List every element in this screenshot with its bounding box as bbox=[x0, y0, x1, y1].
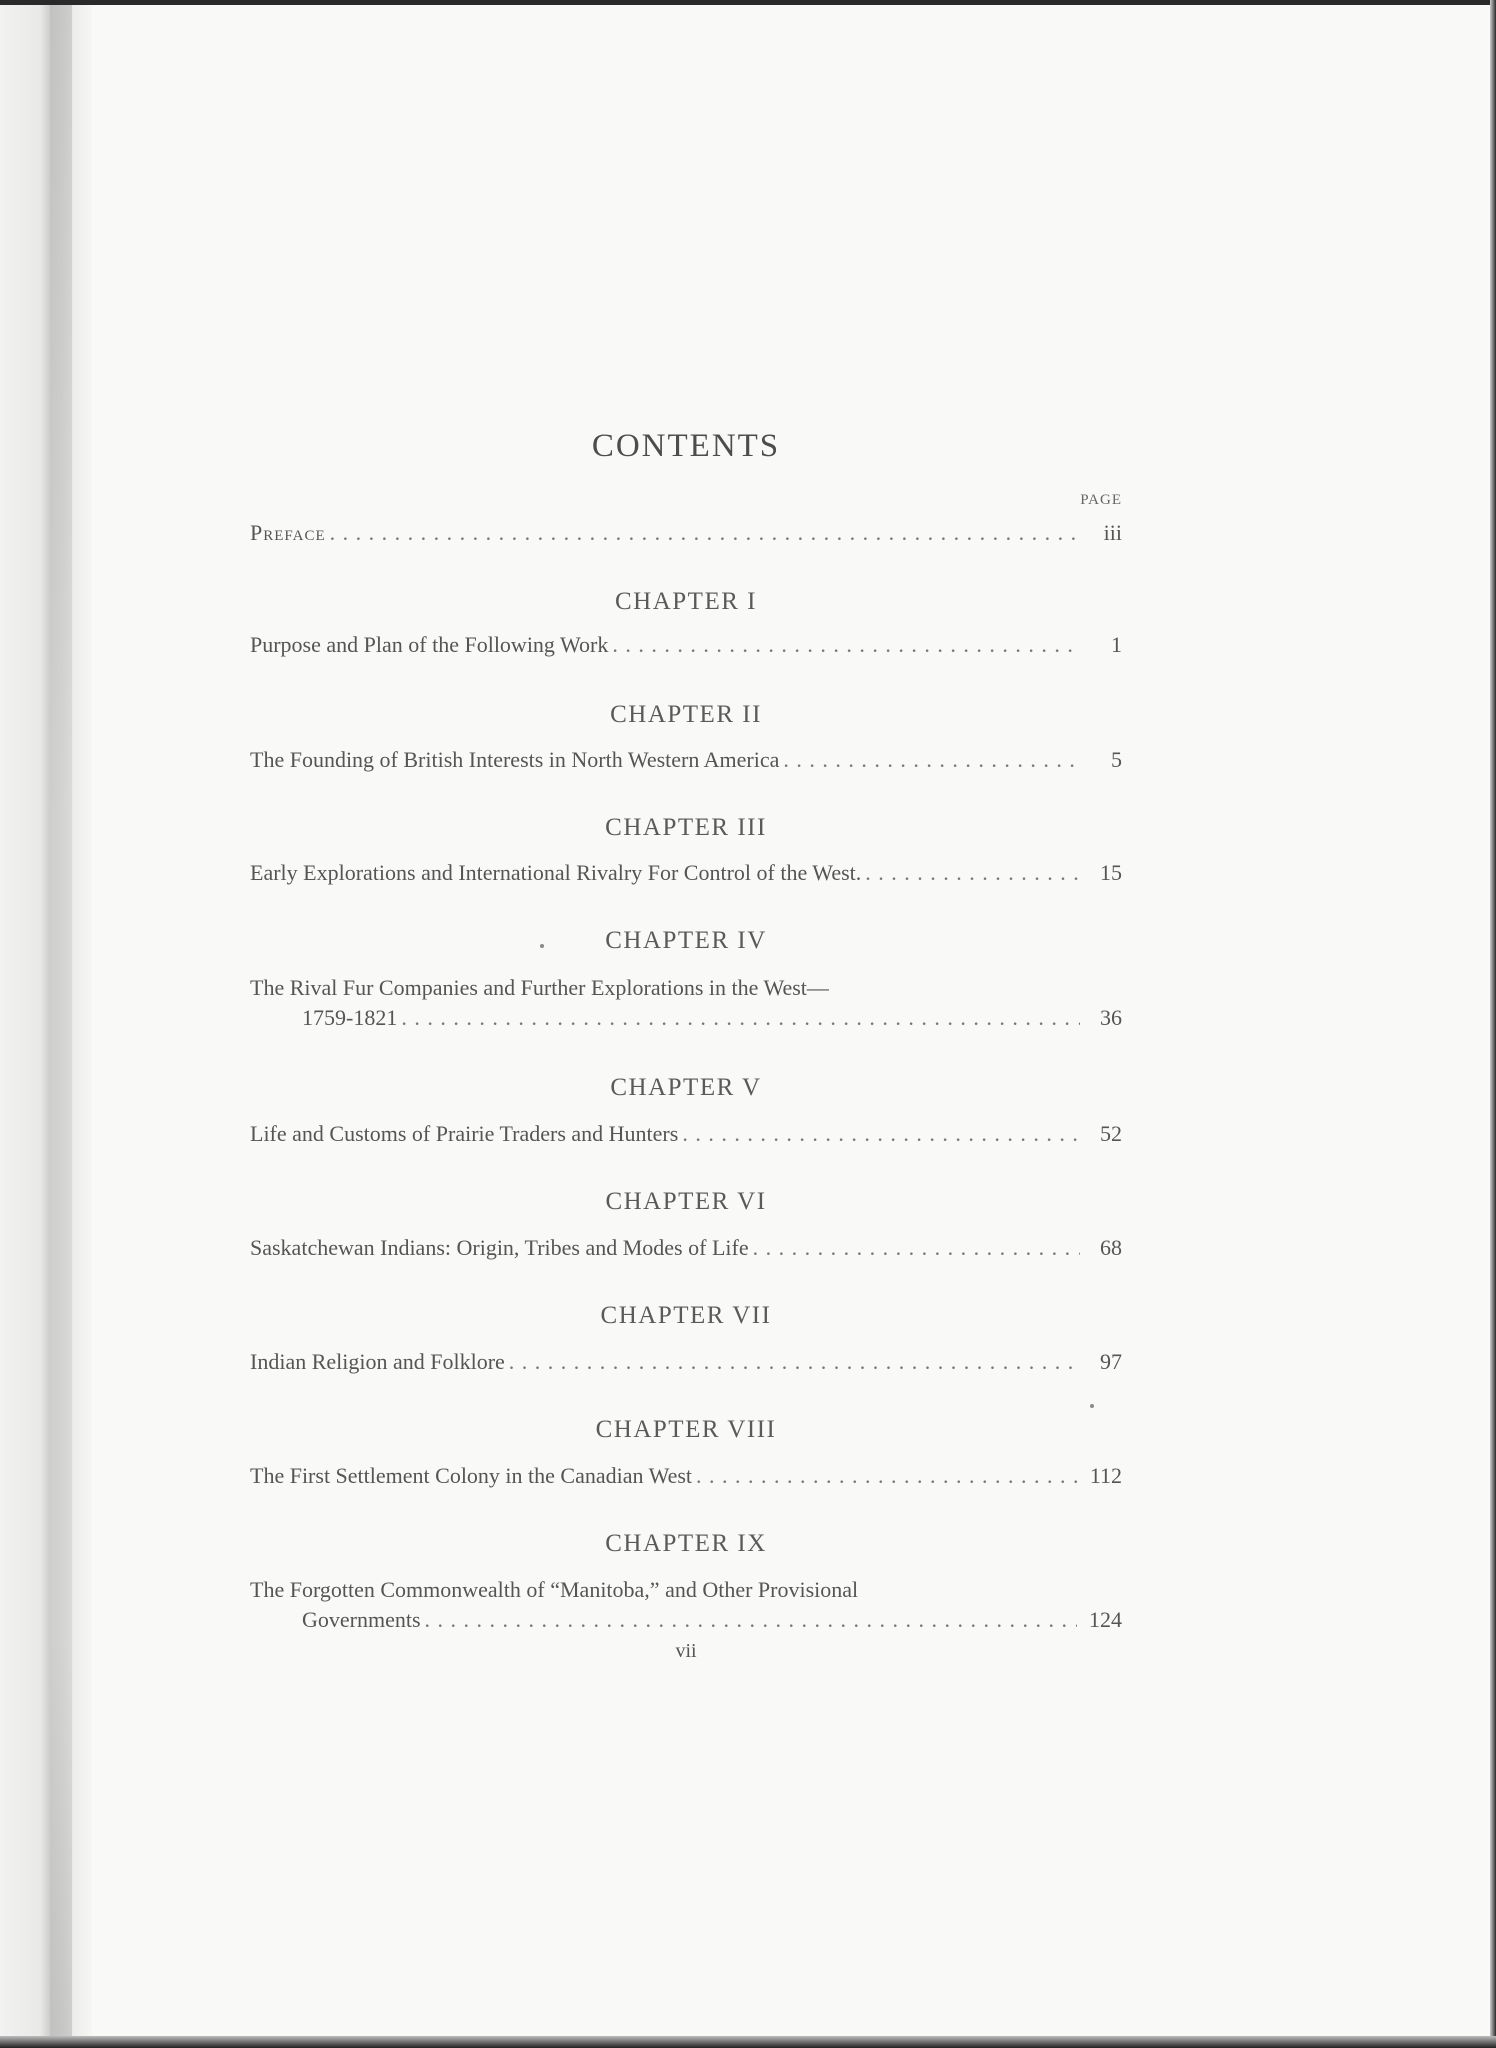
entry-title: Indian Religion and Folklore bbox=[250, 1349, 505, 1374]
toc-entry[interactable] bbox=[250, 973, 1122, 1033]
entry-page-number: 124 bbox=[1089, 1607, 1122, 1632]
toc-entry[interactable] bbox=[250, 745, 1122, 775]
toc-entry[interactable] bbox=[250, 1347, 1122, 1377]
leader-dots bbox=[696, 1461, 1078, 1491]
chapter-title: CHAPTER V bbox=[610, 1074, 762, 1101]
entry-page-number: 112 bbox=[1089, 1463, 1122, 1488]
entry-title: Purpose and Plan of the Following Work bbox=[250, 632, 609, 657]
toc-entry[interactable] bbox=[250, 1233, 1122, 1263]
entry-page-number: 68 bbox=[1100, 1235, 1122, 1260]
toc-entry[interactable] bbox=[250, 858, 1122, 888]
entry-title: The First Settlement Colony in the Canadian West bbox=[250, 1463, 693, 1488]
entry-title: Early Explorations and International Rivalry For Control of the West. bbox=[250, 860, 862, 885]
entry-title-continued: 1759-1821 bbox=[302, 1005, 398, 1030]
preface-entry[interactable] bbox=[250, 518, 1122, 548]
print-speck bbox=[1090, 1404, 1094, 1408]
toc-entry[interactable] bbox=[250, 1461, 1122, 1491]
page-folio: vii bbox=[675, 1640, 697, 1662]
leader-dots bbox=[865, 858, 1080, 888]
leader-dots bbox=[509, 1347, 1080, 1377]
entry-title: The Rival Fur Companies and Further Explorations in the West— bbox=[250, 975, 829, 1000]
entry-page-number: 36 bbox=[1100, 1005, 1122, 1030]
entry-page-number: 5 bbox=[1111, 747, 1122, 772]
leader-dots bbox=[612, 630, 1080, 660]
preface-label: Preface bbox=[250, 520, 326, 545]
toc-entry[interactable] bbox=[250, 630, 1122, 660]
entry-title: Saskatchewan Indians: Origin, Tribes and Modes of Life bbox=[250, 1235, 749, 1260]
book-binding-gutter bbox=[0, 0, 92, 2048]
chapter-title: CHAPTER VIII bbox=[595, 1416, 777, 1443]
entry-title: The Forgotten Commonwealth of “Manitoba,” and Other Provisional bbox=[250, 1577, 859, 1602]
entry-title-continued: Governments bbox=[302, 1607, 421, 1632]
toc-entry[interactable] bbox=[250, 1119, 1122, 1149]
table-of-contents bbox=[250, 0, 1122, 2048]
chapter-title: CHAPTER IV bbox=[605, 927, 767, 954]
leader-dots bbox=[783, 745, 1080, 775]
leader-dots bbox=[425, 1605, 1077, 1635]
scan-edge-right bbox=[1490, 0, 1496, 2048]
toc-entry[interactable] bbox=[250, 1575, 1122, 1635]
gutter-shadow bbox=[50, 0, 72, 2048]
chapter-title: CHAPTER I bbox=[615, 588, 757, 615]
entry-title: Life and Customs of Prairie Traders and Hunters bbox=[250, 1121, 679, 1146]
chapter-title: CHAPTER IX bbox=[605, 1530, 767, 1557]
chapter-title: CHAPTER VII bbox=[600, 1302, 772, 1329]
entry-page-number: 97 bbox=[1100, 1349, 1122, 1374]
page-column-label: PAGE bbox=[1080, 492, 1122, 508]
leader-dots bbox=[753, 1233, 1080, 1263]
leader-dots bbox=[401, 1003, 1080, 1033]
chapter-title: CHAPTER VI bbox=[605, 1188, 767, 1215]
entry-page-number: 1 bbox=[1111, 632, 1122, 657]
entry-page-number: 52 bbox=[1100, 1121, 1122, 1146]
preface-page-number: iii bbox=[1103, 520, 1122, 545]
print-speck bbox=[540, 944, 544, 948]
page-title: CONTENTS bbox=[591, 428, 781, 464]
entry-page-number: 15 bbox=[1100, 860, 1122, 885]
leader-dots bbox=[330, 518, 1080, 548]
chapter-title: CHAPTER III bbox=[605, 814, 767, 841]
leader-dots bbox=[682, 1119, 1080, 1149]
chapter-title: CHAPTER II bbox=[610, 701, 762, 728]
entry-title: The Founding of British Interests in North Western America bbox=[250, 747, 780, 772]
